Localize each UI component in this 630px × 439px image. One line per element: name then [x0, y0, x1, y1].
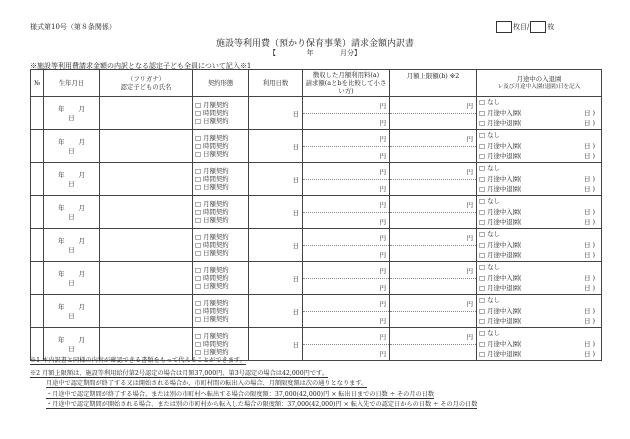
period-month: 月分】 — [339, 49, 361, 57]
withdraw-out-label: □ 月途中退園( — [479, 152, 522, 161]
instruction-note: ※施設等利用費請求金額の内訳となる認定子ども全員について記入※1 — [30, 62, 252, 70]
contract-hourly-checkbox[interactable]: □ 時間契約 — [195, 339, 229, 348]
fee-yen: 円 — [379, 333, 386, 341]
cap-cell[interactable] — [390, 262, 477, 295]
withdraw-out-checkbox[interactable] — [477, 217, 601, 228]
withdraw-none-checkbox[interactable]: □ なし — [479, 329, 500, 338]
claim-yen: 円 — [379, 119, 386, 127]
month-label: 月 — [78, 336, 85, 344]
month-label: 月 — [78, 270, 85, 278]
withdraw-out-day: 日 ) — [584, 119, 595, 128]
usage-days-cell[interactable] — [249, 295, 303, 328]
day-label: 日 — [68, 312, 75, 320]
form-number: 様式第10号（第８条関係） — [30, 23, 116, 31]
contract-daily-checkbox[interactable]: □ 日額契約 — [195, 150, 229, 159]
withdraw-out-checkbox[interactable] — [477, 250, 601, 261]
child-name-cell[interactable] — [100, 262, 193, 295]
col-cap: 月額上限額(b) ※2 — [390, 70, 477, 97]
cap-cell[interactable] — [390, 163, 477, 196]
contract-monthly-checkbox[interactable]: □ 月額契約 — [195, 100, 229, 109]
withdraw-in-checkbox[interactable] — [477, 174, 601, 185]
withdraw-out-day: 日 ) — [584, 185, 595, 194]
contract-monthly-checkbox[interactable]: □ 月額契約 — [195, 298, 229, 307]
table-header-row — [31, 70, 602, 97]
contract-monthly-checkbox[interactable]: □ 月額契約 — [195, 232, 229, 241]
claim-yen: 円 — [379, 350, 386, 358]
withdraw-out-day: 日 ) — [584, 284, 595, 293]
footnote-2b-text: 月途中で認定期間が終了する又は開始される場合か、市町村間の転出入の場合、月額限度額は次の通りとなります。 — [46, 380, 368, 387]
contract-daily-checkbox[interactable]: □ 日額契約 — [195, 315, 229, 324]
contract-daily-checkbox[interactable]: □ 日額契約 — [195, 348, 229, 357]
contract-daily-checkbox[interactable]: □ 日額契約 — [195, 183, 229, 192]
withdraw-out-checkbox[interactable] — [477, 118, 601, 129]
col-claim: 請求額(aとbを比較して小さい方) — [305, 79, 387, 95]
withdraw-in-label: □ 月途中入園( — [479, 306, 522, 315]
year-label: 年 — [58, 237, 65, 245]
cap-cell[interactable] — [390, 196, 477, 229]
year-label: 年 — [58, 171, 65, 179]
contract-type-cell — [193, 130, 249, 163]
row-number — [31, 295, 44, 328]
withdraw-none-checkbox[interactable]: □ なし — [479, 131, 500, 140]
withdraw-in-label: □ 月途中入園( — [479, 273, 522, 282]
month-label: 月 — [78, 171, 85, 179]
days-unit: 日 — [292, 109, 299, 118]
birthdate-cell[interactable] — [44, 97, 100, 130]
withdraw-out-checkbox[interactable] — [477, 184, 601, 195]
cap-yen: 円 — [466, 135, 473, 143]
withdraw-in-checkbox[interactable] — [477, 207, 601, 218]
claim-yen: 円 — [379, 218, 386, 226]
document-title: 施設等利用費（預かり保育事業）請求金額内訳書 — [215, 39, 414, 49]
contract-hourly-checkbox[interactable]: □ 時間契約 — [195, 306, 229, 315]
withdraw-cell — [477, 262, 602, 295]
fee-claim-cell[interactable] — [303, 163, 390, 196]
day-label: 日 — [68, 279, 75, 287]
withdraw-in-day: 日 ) — [584, 306, 595, 315]
contract-hourly-checkbox[interactable]: □ 時間契約 — [195, 273, 229, 282]
day-label: 日 — [68, 345, 75, 353]
fee-yen: 円 — [379, 201, 386, 209]
withdraw-none-checkbox[interactable]: □ なし — [479, 197, 500, 206]
fee-yen: 円 — [379, 300, 386, 308]
cap-cell[interactable] — [390, 97, 477, 130]
birthdate-cell[interactable] — [44, 229, 100, 262]
day-label: 日 — [68, 180, 75, 188]
fee-claim-cell[interactable] — [303, 295, 390, 328]
withdraw-out-day: 日 ) — [584, 251, 595, 260]
child-name-cell[interactable] — [100, 97, 193, 130]
footnote-2c — [46, 389, 434, 398]
withdraw-out-day: 日 ) — [584, 218, 595, 227]
withdraw-in-label: □ 月途中入園( — [479, 240, 522, 249]
day-label: 日 — [68, 114, 75, 122]
table-row — [31, 196, 602, 229]
days-unit: 日 — [292, 307, 299, 316]
fee-claim-cell[interactable] — [303, 229, 390, 262]
cap-cell[interactable] — [390, 295, 477, 328]
withdraw-in-checkbox[interactable] — [477, 240, 601, 251]
days-unit: 日 — [292, 241, 299, 250]
col-days: 利用日数 — [249, 70, 303, 97]
claim-yen: 円 — [379, 185, 386, 193]
day-label: 日 — [68, 147, 75, 155]
contract-type-cell — [193, 163, 249, 196]
cap-yen: 円 — [466, 267, 473, 275]
withdraw-in-day: 日 ) — [584, 240, 595, 249]
col-fee: 徴収した月額利用料(a) — [312, 71, 380, 79]
table-row — [31, 229, 602, 262]
withdraw-out-day: 日 ) — [584, 317, 595, 326]
claim-breakdown-table — [30, 69, 602, 361]
withdraw-none-checkbox[interactable]: □ なし — [479, 98, 500, 107]
row-number — [31, 262, 44, 295]
contract-type-cell — [193, 97, 249, 130]
withdraw-cell — [477, 229, 602, 262]
contract-daily-checkbox[interactable]: □ 日額契約 — [195, 282, 229, 291]
cap-yen: 円 — [466, 234, 473, 242]
child-name-cell[interactable] — [100, 196, 193, 229]
withdraw-out-label: □ 月途中退園( — [479, 119, 522, 128]
withdraw-out-label: □ 月途中退園( — [479, 218, 522, 227]
footnote-1 — [30, 355, 246, 364]
billing-period — [0, 48, 630, 58]
period-open: 【 — [269, 49, 277, 57]
child-name-cell[interactable] — [100, 295, 193, 328]
day-label: 日 — [68, 213, 75, 221]
col-name — [100, 70, 193, 97]
row-number — [31, 229, 44, 262]
child-name-cell[interactable] — [100, 130, 193, 163]
contract-monthly-checkbox[interactable]: □ 月額契約 — [195, 265, 229, 274]
month-label: 月 — [78, 105, 85, 113]
withdraw-in-label: □ 月途中入園( — [479, 108, 522, 117]
withdraw-out-label: □ 月途中退園( — [479, 284, 522, 293]
contract-hourly-checkbox[interactable]: □ 時間契約 — [195, 141, 229, 150]
days-unit: 日 — [292, 142, 299, 151]
birthdate-cell[interactable] — [44, 130, 100, 163]
withdraw-cell — [477, 328, 602, 361]
withdraw-out-checkbox[interactable] — [477, 316, 601, 327]
month-label: 月 — [78, 237, 85, 245]
col-name-kana: （フリガナ） — [126, 75, 166, 83]
contract-hourly-checkbox[interactable]: □ 時間契約 — [195, 108, 229, 117]
usage-days-cell[interactable] — [249, 229, 303, 262]
fee-claim-cell[interactable] — [303, 97, 390, 130]
footnote-2c-text: ・月途中で認定期間が終了する場合、または別の市町村へ転出する場合の限度額：37,000(42,000)円 × 転出日までの日数 ÷ その月の日数 — [46, 391, 435, 398]
contract-hourly-checkbox[interactable]: □ 時間契約 — [195, 207, 229, 216]
contract-monthly-checkbox[interactable]: □ 月額契約 — [195, 166, 229, 175]
col-no: № — [31, 70, 44, 97]
cap-yen: 円 — [466, 333, 473, 341]
page-total-box[interactable] — [530, 21, 546, 33]
cap-yen: 円 — [466, 201, 473, 209]
col-withdraw — [477, 70, 602, 97]
cap-cell[interactable] — [390, 130, 477, 163]
page-of-label: 枚目/ — [513, 23, 530, 31]
contract-hourly-checkbox[interactable]: □ 時間契約 — [195, 240, 229, 249]
col-contract: 契約形態 — [193, 70, 249, 97]
cap-yen: 円 — [466, 102, 473, 110]
withdraw-in-day: 日 ) — [584, 141, 595, 150]
row-number — [31, 196, 44, 229]
period-year: 年 — [306, 49, 314, 57]
contract-monthly-checkbox[interactable]: □ 月額契約 — [195, 331, 229, 340]
row-number — [31, 163, 44, 196]
year-label: 年 — [58, 105, 65, 113]
child-name-cell[interactable] — [100, 229, 193, 262]
cap-cell[interactable] — [390, 229, 477, 262]
withdraw-out-day: 日 ) — [584, 350, 595, 359]
table-row — [31, 97, 602, 130]
birthdate-cell[interactable] — [44, 163, 100, 196]
page-unit-label: 枚 — [547, 23, 555, 31]
withdraw-none-checkbox[interactable]: □ なし — [479, 296, 500, 305]
year-label: 年 — [58, 138, 65, 146]
withdraw-in-checkbox[interactable] — [477, 339, 601, 350]
days-unit: 日 — [292, 340, 299, 349]
withdraw-in-checkbox[interactable] — [477, 273, 601, 284]
withdraw-in-day: 日 ) — [584, 273, 595, 282]
table-row — [31, 130, 602, 163]
contract-daily-checkbox[interactable]: □ 日額契約 — [195, 216, 229, 225]
withdraw-cell — [477, 196, 602, 229]
birthdate-cell[interactable] — [44, 196, 100, 229]
withdraw-out-day: 日 ) — [584, 152, 595, 161]
withdraw-in-label: □ 月途中入園( — [479, 174, 522, 183]
year-label: 年 — [58, 303, 65, 311]
table-row — [31, 163, 602, 196]
fee-claim-cell[interactable] — [303, 196, 390, 229]
days-unit: 日 — [292, 274, 299, 283]
withdraw-in-day: 日 ) — [584, 174, 595, 183]
withdraw-in-label: □ 月途中入園( — [479, 207, 522, 216]
fee-yen: 円 — [379, 267, 386, 275]
withdraw-none-checkbox[interactable]: □ なし — [479, 230, 500, 239]
footnote-2 — [30, 368, 328, 377]
day-label: 日 — [68, 246, 75, 254]
col-fee-claim — [303, 70, 390, 97]
footnote-2d — [46, 399, 477, 408]
contract-monthly-checkbox[interactable]: □ 月額契約 — [195, 133, 229, 142]
withdraw-cell — [477, 130, 602, 163]
contract-hourly-checkbox[interactable]: □ 時間契約 — [195, 174, 229, 183]
withdraw-cell — [477, 97, 602, 130]
usage-days-cell[interactable] — [249, 196, 303, 229]
usage-days-cell[interactable] — [249, 97, 303, 130]
days-unit: 日 — [292, 175, 299, 184]
fee-claim-cell[interactable] — [303, 130, 390, 163]
withdraw-in-label: □ 月途中入園( — [479, 141, 522, 150]
birthdate-cell[interactable] — [44, 295, 100, 328]
footnote-2-text: ※2 月額上限額は、施設等利用給付第2号認定の場合は月額37,000円、第3号認定の場合は42,000円です。 — [30, 370, 328, 377]
contract-type-cell — [193, 196, 249, 229]
year-label: 年 — [58, 204, 65, 212]
withdraw-none-checkbox[interactable]: □ なし — [479, 164, 500, 173]
withdraw-out-label: □ 月途中退園( — [479, 317, 522, 326]
usage-days-cell[interactable] — [249, 328, 303, 361]
month-label: 月 — [78, 138, 85, 146]
withdraw-cell — [477, 163, 602, 196]
col-withdraw-sub: レ及び月途中入園(退園)日を記入 — [497, 84, 581, 90]
row-number — [31, 97, 44, 130]
page-counter — [495, 21, 554, 33]
withdraw-none-checkbox[interactable]: □ なし — [479, 263, 500, 272]
page-current-box[interactable] — [496, 21, 512, 33]
withdraw-out-label: □ 月途中退園( — [479, 185, 522, 194]
footnote-1-text: ※1 本内訳書と同様の内容が確認できる書類をもって代えることができます。 — [30, 357, 246, 364]
contract-daily-checkbox[interactable]: □ 日額契約 — [195, 117, 229, 126]
footnote-2b — [46, 378, 367, 387]
usage-days-cell[interactable] — [249, 130, 303, 163]
table-row — [31, 262, 602, 295]
withdraw-cell — [477, 295, 602, 328]
col-birth: 生年月日 — [44, 70, 100, 97]
withdraw-out-label: □ 月途中退園( — [479, 251, 522, 260]
month-label: 月 — [78, 303, 85, 311]
contract-monthly-checkbox[interactable]: □ 月額契約 — [195, 199, 229, 208]
contract-type-cell — [193, 229, 249, 262]
year-label: 年 — [58, 270, 65, 278]
contract-type-cell — [193, 295, 249, 328]
row-number — [31, 130, 44, 163]
usage-days-cell[interactable] — [249, 163, 303, 196]
claim-yen: 円 — [379, 251, 386, 259]
cap-yen: 円 — [466, 300, 473, 308]
month-label: 月 — [78, 204, 85, 212]
contract-type-cell — [193, 262, 249, 295]
table-row — [31, 295, 602, 328]
fee-yen: 円 — [379, 102, 386, 110]
contract-daily-checkbox[interactable]: □ 日額契約 — [195, 249, 229, 258]
cap-yen: 円 — [466, 168, 473, 176]
claim-yen: 円 — [379, 317, 386, 325]
claim-yen: 円 — [379, 152, 386, 160]
withdraw-out-checkbox[interactable] — [477, 349, 601, 360]
withdraw-out-label: □ 月途中退園( — [479, 350, 522, 359]
fee-claim-cell[interactable] — [303, 262, 390, 295]
usage-days-cell[interactable] — [249, 262, 303, 295]
withdraw-in-day: 日 ) — [584, 339, 595, 348]
withdraw-out-checkbox[interactable] — [477, 283, 601, 294]
days-unit: 日 — [292, 208, 299, 217]
claim-yen: 円 — [379, 284, 386, 292]
col-withdraw-label: 月途中の入退園 — [516, 75, 562, 83]
year-label: 年 — [58, 336, 65, 344]
withdraw-in-day: 日 ) — [584, 207, 595, 216]
fee-yen: 円 — [379, 135, 386, 143]
birthdate-cell[interactable] — [44, 262, 100, 295]
withdraw-in-day: 日 ) — [584, 108, 595, 117]
col-name-label: 認定子どもの氏名 — [120, 83, 172, 91]
footnote-2d-text: ・月途中で認定期間が開始される場合、または別の市町村から転入した場合の限度額：37,000(42,000)円 × 転入先での認定日からの日数 ÷ その月の日数 — [46, 401, 478, 408]
withdraw-in-checkbox[interactable] — [477, 306, 601, 317]
withdraw-in-checkbox[interactable] — [477, 108, 601, 119]
withdraw-in-checkbox[interactable] — [477, 141, 601, 152]
fee-yen: 円 — [379, 168, 386, 176]
cap-cell[interactable] — [390, 328, 477, 361]
withdraw-in-label: □ 月途中入園( — [479, 339, 522, 348]
child-name-cell[interactable] — [100, 163, 193, 196]
fee-yen: 円 — [379, 234, 386, 242]
withdraw-out-checkbox[interactable] — [477, 151, 601, 162]
fee-claim-cell[interactable] — [303, 328, 390, 361]
